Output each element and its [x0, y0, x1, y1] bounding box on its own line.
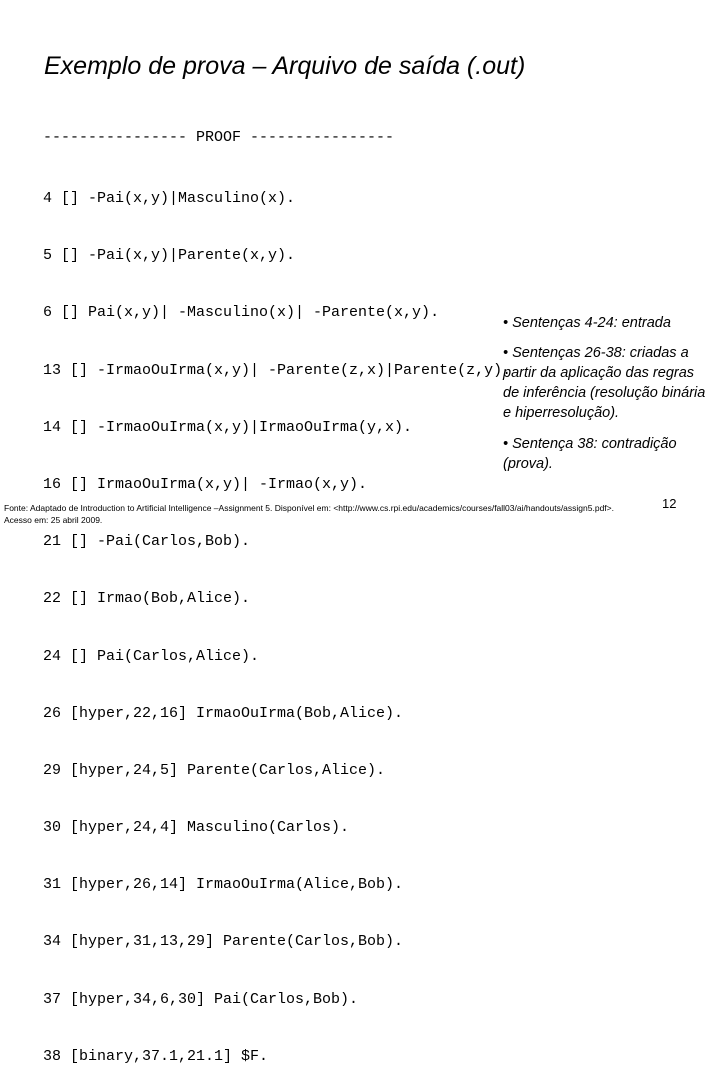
- proof-line: 38 [binary,37.1,21.1] $F.: [43, 1047, 269, 1065]
- proof-line: 29 [hyper,24,5] Parente(Carlos,Alice).: [43, 761, 386, 779]
- proof-header: ---------------- PROOF ----------------: [43, 129, 395, 146]
- proof-line: 26 [hyper,22,16] IrmaoOuIrma(Bob,Alice).: [43, 704, 404, 722]
- proof-line: 13 [] -IrmaoOuIrma(x,y)| -Parente(z,x)|Parente(z,y).: [43, 361, 512, 379]
- proof-line: 14 [] -IrmaoOuIrma(x,y)|IrmaoOuIrma(y,x).: [43, 418, 413, 436]
- page-number: 12: [662, 496, 677, 511]
- proof-line: 5 [] -Pai(x,y)|Parente(x,y).: [43, 247, 296, 265]
- proof-line: 30 [hyper,24,4] Masculino(Carlos).: [43, 819, 350, 837]
- note-created-sentences: • Sentenças 26-38: criadas a partir da aplicação das regras de inferência (resolução binária e hiperresolução).: [503, 345, 706, 421]
- proof-line: 4 [] -Pai(x,y)|Masculino(x).: [43, 190, 296, 207]
- slide-title: Exemplo de prova – Arquivo de saída (.out): [44, 52, 526, 80]
- note-contradiction: • Sentença 38: contradição (prova).: [503, 436, 677, 472]
- proof-line: 34 [hyper,31,13,29] Parente(Carlos,Bob).: [43, 933, 404, 951]
- proof-line: 24 [] Pai(Carlos,Alice).: [43, 647, 260, 665]
- proof-line: 22 [] Irmao(Bob,Alice).: [43, 590, 251, 608]
- proof-line: 16 [] IrmaoOuIrma(x,y)| -Irmao(x,y).: [43, 475, 368, 493]
- proof-line: 31 [hyper,26,14] IrmaoOuIrma(Alice,Bob).: [43, 876, 404, 894]
- proof-lines: [43, 151, 511, 1080]
- proof-line: 6 [] Pai(x,y)| -Masculino(x)| -Parente(x,y).: [43, 304, 440, 322]
- proof-line: 37 [hyper,34,6,30] Pai(Carlos,Bob).: [43, 990, 359, 1008]
- proof-line: 21 [] -Pai(Carlos,Bob).: [43, 533, 251, 551]
- source-footer: [4, 502, 704, 526]
- notes-panel: [503, 313, 708, 474]
- note-input-sentences: • Sentenças 4-24: entrada: [503, 315, 671, 331]
- footer-access-date: Acesso em: 25 abril 2009.: [4, 515, 103, 525]
- footer-source: Fonte: Adaptado de Introduction to Artificial Intelligence –Assignment 5. Disponível em: <http://www.cs.rpi.edu/academics/courses/fall03/ai/handouts/assign5.pdf>.: [4, 503, 614, 513]
